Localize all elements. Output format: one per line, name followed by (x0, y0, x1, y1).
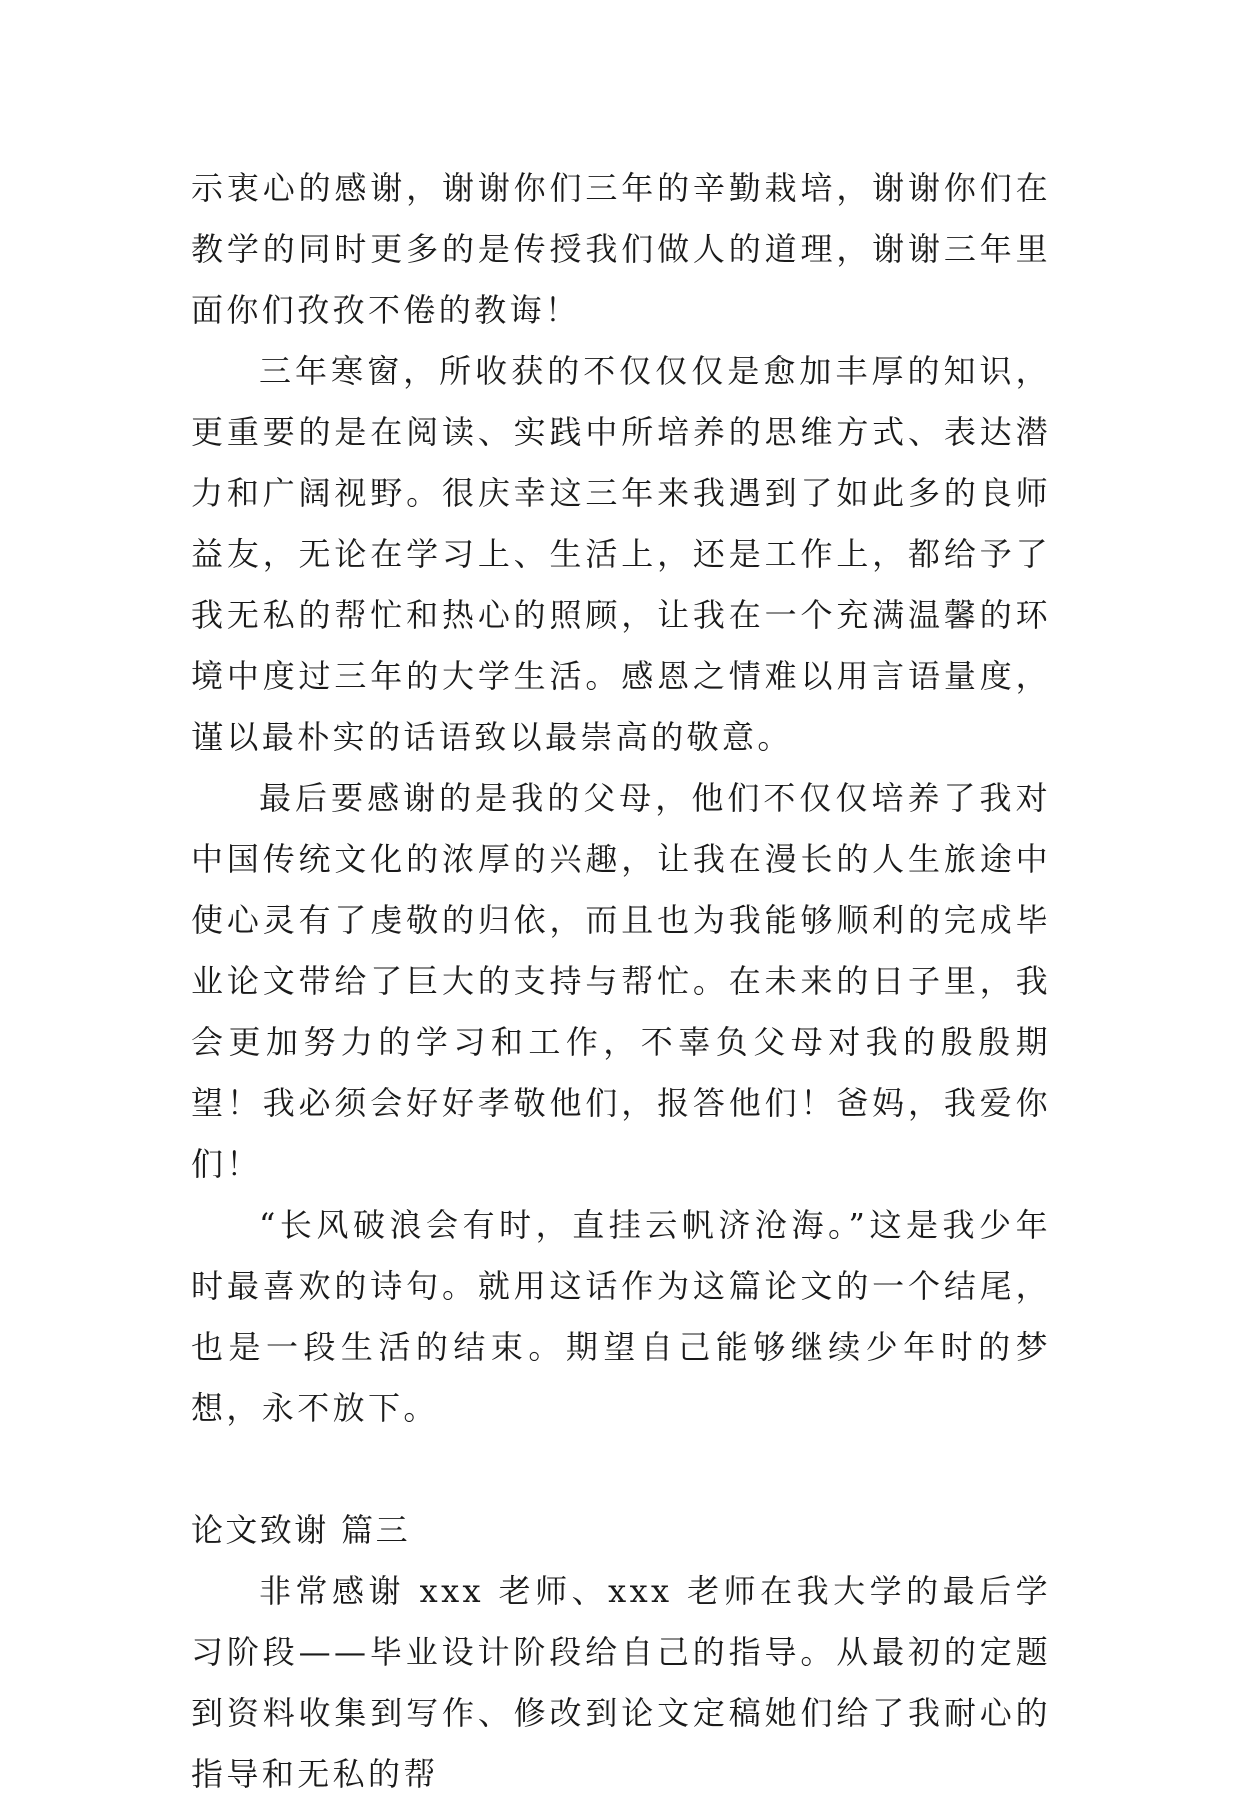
paragraph-thanks-parents: 最后要感谢的是我的父母，他们不仅仅培养了我对中国传统文化的浓厚的兴趣，让我在漫长的人生旅途中使心灵有了虔敬的归依，而且也为我能够顺利的完成毕业论文带给了巨大的支持与帮忙。在未来的日子里，我会更加努力的学习和工作，不辜负父母对我的殷殷期望！我必须会好好孝敬他们，报答他们！爸妈，我爱你们！ (191, 779, 1051, 1183)
document-body (191, 158, 1051, 1805)
paragraph-thanks-advisors: 非常感谢 xxx 老师、xxx 老师在我大学的最后学习阶段——毕业设计阶段给自己的指导。从最初的定题到资料收集到写作、修改到论文定稿她们给了我耐心的指导和无私的帮 (191, 1572, 1051, 1793)
paragraph-closing-poem: “长风破浪会有时，直挂云帆济沧海。”这是我少年时最喜欢的诗句。就用这话作为这篇论文的一个结尾，也是一段生活的结束。期望自己能够继续少年时的梦想，永不放下。 (191, 1206, 1051, 1427)
paragraph-thanks-teachers: 示衷心的感谢，谢谢你们三年的辛勤栽培，谢谢你们在教学的同时更多的是传授我们做人的道理，谢谢三年里面你们孜孜不倦的教诲！ (191, 169, 1051, 329)
section-heading: 论文致谢 篇三 (191, 1511, 410, 1549)
paragraph-three-years: 三年寒窗，所收获的不仅仅仅是愈加丰厚的知识，更重要的是在阅读、实践中所培养的思维方式、表达潜力和广阔视野。很庆幸这三年来我遇到了如此多的良师益友，无论在学习上、生活上，还是工作上，都给予了我无私的帮忙和热心的照顾，让我在一个充满温馨的环境中度过三年的大学生活。感恩之情难以用言语量度，谨以最朴实的话语致以最崇高的敬意。 (191, 352, 1051, 756)
